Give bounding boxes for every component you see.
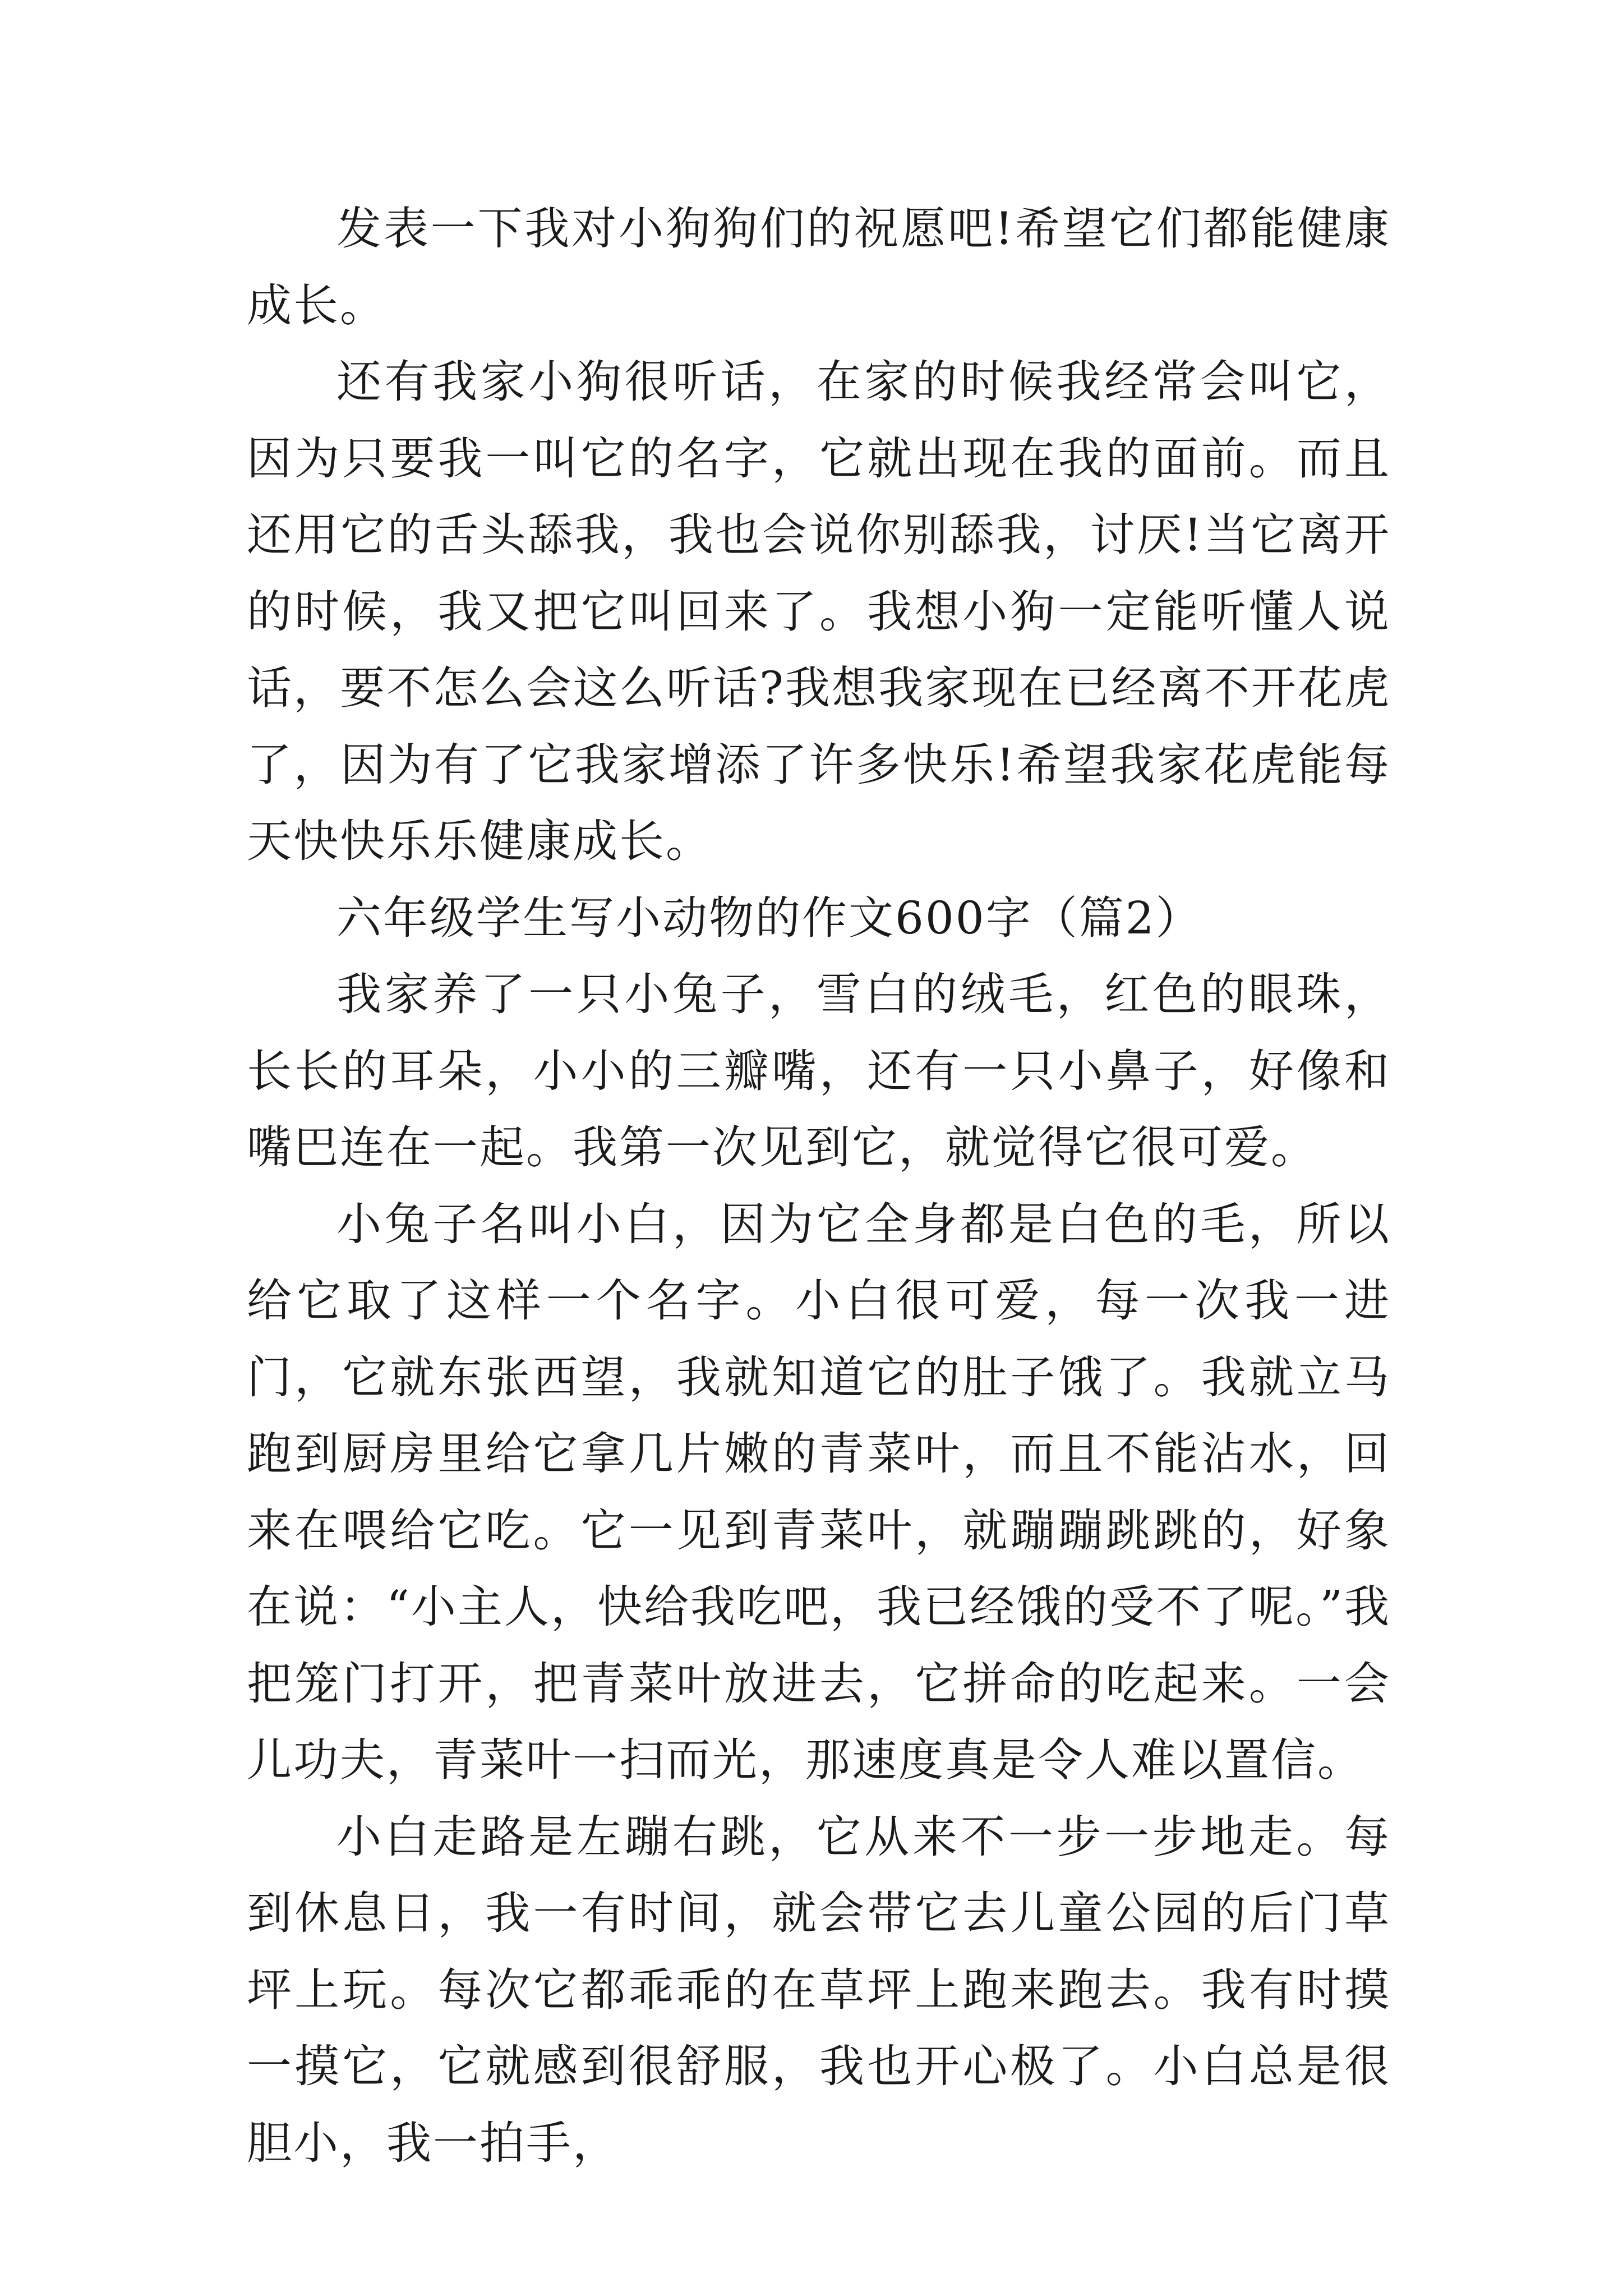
paragraph-rabbit-feeding: 小兔子名叫小白，因为它全身都是白色的毛，所以给它取了这样一个名字。小白很可爱，每一次我一进门，它就东张西望，我就知道它的肚子饿了。我就立马跑到厨房里给它拿几片嫩的青菜叶，而且不能沾水，回来在喂给它吃。它一见到青菜叶，就蹦蹦跳跳的，好象在说：“小主人，快给我吃吧，我已经饿的受不了呢。”我把笼门打开，把青菜叶放进去，它拼命的吃起来。一会儿功夫，青菜叶一扫而光，那速度真是令人难以置信。 [247,1198,1391,1786]
paragraph-rabbit-intro: 我家养了一只小兔子，雪白的绒毛，红色的眼珠，长长的耳朵，小小的三瓣嘴，还有一只小鼻子，好像和嘴巴连在一起。我第一次见到它，就觉得它很可爱。 [247,968,1391,1174]
paragraph-obedient-dog: 还有我家小狗很听话，在家的时候我经常会叫它，因为只要我一叫它的名字，它就出现在我的面前。而且还用它的舌头舔我，我也会说你别舔我，讨厌!当它离开的时候，我又把它叫回来了。我想小狗一定能听懂人说话，要不怎么会这么听话?我想我家现在已经离不开花虎了，因为有了它我家增添了许多快乐!希望我家花虎能每天快快乐乐健康成长。 [247,356,1391,867]
paragraph-wish: 发表一下我对小狗狗们的祝愿吧!希望它们都能健康成长。 [247,203,1391,332]
document-page [247,191,1391,2182]
paragraph-rabbit-walking: 小白走路是左蹦右跳，它从来不一步一步地走。每到休息日，我一有时间，就会带它去儿童公园的后门草坪上玩。每次它都乖乖的在草坪上跑来跑去。我有时摸一摸它，它就感到很舒服，我也开心极了。小白总是很胆小，我一拍手， [247,1810,1391,2169]
section-title: 六年级学生写小动物的作文600字（篇2） [336,891,1202,944]
